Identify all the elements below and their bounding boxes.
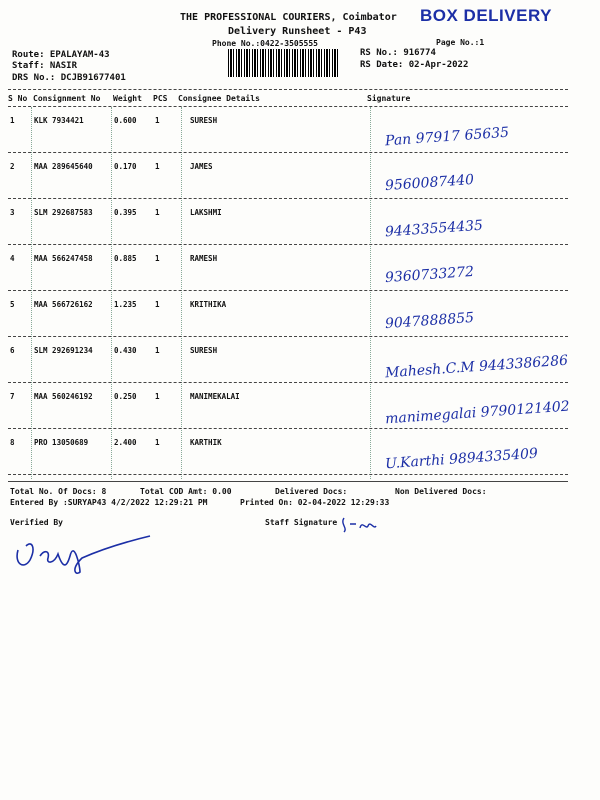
col-header-pcs: PCS <box>153 94 168 103</box>
barcode <box>228 49 340 77</box>
cell-consignee: RAMESH <box>190 254 218 263</box>
table-top-rule <box>8 89 568 90</box>
cell-pcs: 1 <box>155 438 160 447</box>
company-name: THE PROFESSIONAL COURIERS, Coimbator <box>180 12 397 23</box>
cell-weight: 1.235 <box>114 300 137 309</box>
cell-consignee: LAKSHMI <box>190 208 222 217</box>
cell-sno: 3 <box>10 208 15 217</box>
cell-consignment: KLK 7934421 <box>34 116 84 125</box>
cell-consignee: KARTHIK <box>190 438 222 447</box>
total-cod: Total COD Amt: 0.00 <box>140 487 232 496</box>
cell-pcs: 1 <box>155 392 160 401</box>
cell-pcs: 1 <box>155 300 160 309</box>
total-docs: Total No. Of Docs: 8 <box>10 487 107 496</box>
cell-consignment: SLM 292687583 <box>34 208 93 217</box>
handwritten-signature-note: 9560087440 <box>384 171 475 195</box>
cell-consignee: JAMES <box>190 162 213 171</box>
handwritten-signature-note: U.Karthi 9894335409 <box>384 445 539 473</box>
cell-weight: 0.885 <box>114 254 137 263</box>
cell-consignee: KRITHIKA <box>190 300 227 309</box>
row-separator <box>8 290 568 291</box>
col-line <box>111 107 112 479</box>
row-separator <box>8 152 568 153</box>
col-line <box>31 107 32 479</box>
footer-rule <box>8 481 568 482</box>
box-delivery-stamp: BOX DELIVERY <box>420 6 552 25</box>
cell-pcs: 1 <box>155 116 160 125</box>
handwritten-signature-note: manimegalai 9790121402 <box>384 398 571 428</box>
row-separator <box>8 382 568 383</box>
row-separator <box>8 244 568 245</box>
cell-sno: 8 <box>10 438 15 447</box>
staff-signature-mark <box>340 514 380 534</box>
cell-consignment: MAA 566726162 <box>34 300 93 309</box>
cell-consignment: PRO 13050689 <box>34 438 89 447</box>
cell-consignment: SLM 292691234 <box>34 346 93 355</box>
cell-pcs: 1 <box>155 346 160 355</box>
handwritten-signature-note: 94433554435 <box>384 217 484 241</box>
cell-weight: 0.600 <box>114 116 137 125</box>
col-header-signature: Signature <box>367 94 411 103</box>
cell-sno: 1 <box>10 116 15 125</box>
cell-sno: 6 <box>10 346 15 355</box>
phone-number: Phone No.:0422-3505555 <box>212 39 318 48</box>
non-delivered-docs: Non Delivered Docs: <box>395 487 487 496</box>
cell-weight: 0.430 <box>114 346 137 355</box>
row-separator <box>8 474 568 475</box>
row-separator <box>8 428 568 429</box>
col-header-consignee: Consignee Details <box>178 94 260 103</box>
cell-consignment: MAA 289645640 <box>34 162 93 171</box>
cell-consignee: SURESH <box>190 346 218 355</box>
cell-consignee: MANIMEKALAI <box>190 392 240 401</box>
cell-pcs: 1 <box>155 162 160 171</box>
cell-consignment: MAA 566247458 <box>34 254 93 263</box>
col-line <box>370 107 371 479</box>
handwritten-signature-note: Mahesh.C.M 9443386286 <box>384 352 569 382</box>
col-header-sno: S No <box>8 94 28 103</box>
cell-weight: 0.250 <box>114 392 137 401</box>
entered-by: Entered By :SURYAP43 4/2/2022 12:29:21 PM <box>10 498 208 507</box>
cell-consignment: MAA 560246192 <box>34 392 93 401</box>
page-number: Page No.:1 <box>436 38 485 47</box>
handwritten-signature-note: 9360733272 <box>384 263 475 287</box>
rs-number: RS No.: 916774 <box>360 48 436 58</box>
col-header-weight: Weight <box>113 94 142 103</box>
cell-weight: 0.395 <box>114 208 137 217</box>
header-rule <box>8 106 568 107</box>
cell-sno: 2 <box>10 162 15 171</box>
drs-number: DRS No.: DCJB91677401 <box>12 73 126 83</box>
cell-sno: 4 <box>10 254 15 263</box>
col-header-consignment: Consignment No <box>33 94 101 103</box>
cell-pcs: 1 <box>155 208 160 217</box>
cell-consignee: SURESH <box>190 116 218 125</box>
cell-weight: 0.170 <box>114 162 137 171</box>
row-separator <box>8 198 568 199</box>
staff-signature-label: Staff Signature <box>265 518 338 527</box>
verified-by-label: Verified By <box>10 518 63 527</box>
runsheet-subtitle: Delivery Runsheet - P43 <box>228 26 367 37</box>
row-separator <box>8 336 568 337</box>
cell-sno: 5 <box>10 300 15 309</box>
cell-sno: 7 <box>10 392 15 401</box>
verified-signature <box>10 530 160 575</box>
cell-pcs: 1 <box>155 254 160 263</box>
handwritten-signature-note: Pan 97917 65635 <box>384 124 510 150</box>
delivered-docs: Delivered Docs: <box>275 487 348 496</box>
staff: Staff: NASIR <box>12 61 78 71</box>
route: Route: EPALAYAM-43 <box>12 50 110 60</box>
col-line <box>181 107 182 479</box>
rs-date: RS Date: 02-Apr-2022 <box>360 60 469 70</box>
printed-on: Printed On: 02-04-2022 12:29:33 <box>240 498 390 507</box>
handwritten-signature-note: 9047888855 <box>384 309 475 333</box>
cell-weight: 2.400 <box>114 438 137 447</box>
